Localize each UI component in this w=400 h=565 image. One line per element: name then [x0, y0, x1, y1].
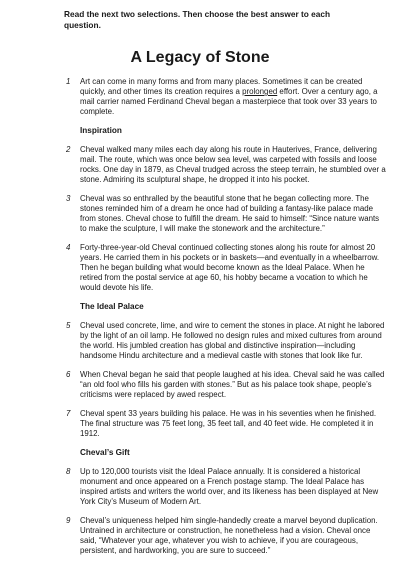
paragraph-text-after: effort. Over a century ago, a mail carrier named Ferdinand Cheval began a masterpiece that took over 33 years to complete. — [80, 87, 378, 116]
paragraph — [0, 194, 400, 234]
paragraph — [0, 77, 400, 117]
paragraph-number: 6 — [66, 370, 71, 379]
passage-body — [0, 77, 400, 565]
paragraph-text-before: Cheval was so enthralled by the beautiful stone that he began collecting more. The stones reminded him of a dream he once had of building a fantasy-like palace made from stones. Cheval chose to fulfill the dream. He said to himself: “Since nature wants to make the sculpture, I will make the stonework and the architecture.” — [80, 194, 380, 233]
paragraph-number: 4 — [66, 243, 71, 252]
paragraph-text-before: Cheval used concrete, lime, and wire to cement the stones in place. At night he labored by the light of an oil lamp. He followed no design rules and mixed cultures from around the world. His jumbled creation has global and distinctive inspiration—including handsome Hindu architecture and a medieval castle with stones that look like fur. — [80, 321, 385, 360]
passage-title: A Legacy of Stone — [130, 49, 270, 66]
paragraph-text — [80, 409, 386, 439]
paragraph-text — [80, 243, 386, 293]
paragraph-text — [80, 77, 386, 117]
paragraph — [0, 321, 400, 361]
paragraph-text-before: Cheval walked many miles each day along his route in Hauterives, France, delivering mail. The route, which was once below sea level, was carpeted with fossils and loose rocks. One day in 1879, as Cheval trudged across the steep terrain, he stumbled over a stone. Admiring its sculptural shape, he dropped it into his pocket. — [80, 145, 386, 184]
paragraph-number: 1 — [66, 77, 71, 86]
paragraph-text — [80, 467, 386, 507]
paragraph-text-before: Cheval’s uniqueness helped him single-handedly create a marvel beyond duplication. Untrained in architecture or construction, he nonetheless had a vision. Cheval once said, “Whatever your age, whatever you wish to achieve, if you are courageous, persistent, and hardworking, you are sure to succeed.” — [80, 516, 378, 555]
paragraph-text — [80, 194, 386, 234]
paragraph-number: 3 — [66, 194, 71, 203]
paragraph-text — [80, 321, 386, 361]
paragraph-text-before: When Cheval began he said that people laughed at his idea. Cheval said he was called “an old fool who fills his garden with stones.” But as his palace took shape, people’s criticisms were replaced by awed respect. — [80, 370, 385, 399]
paragraph-number: 2 — [66, 145, 71, 154]
paragraph-text — [80, 516, 386, 556]
paragraph — [0, 467, 400, 507]
instructions: Read the next two selections. Then choose the best answer to each question. — [64, 9, 331, 30]
underlined-vocabulary-word: prolonged — [242, 87, 278, 96]
paragraph-text — [80, 145, 386, 185]
section-heading: Cheval’s Gift — [80, 448, 130, 457]
paragraph-text — [80, 370, 386, 400]
paragraph — [0, 243, 400, 293]
paragraph-number: 9 — [66, 516, 71, 525]
paragraph-number: 8 — [66, 467, 71, 476]
paragraph — [0, 145, 400, 185]
section-heading: Inspiration — [80, 126, 122, 135]
paragraph-text-before: Forty-three-year-old Cheval continued collecting stones along his route for almost 20 years. He carried them in his pockets or in baskets—and eventually in a wheelbarrow. Then he began building what would become known as the Ideal Palace. When he retired from the postal service at age 60, his hobby became a vocation to which he would devote his life. — [80, 243, 380, 292]
paragraph-number: 7 — [66, 409, 71, 418]
paragraph — [0, 516, 400, 556]
paragraph-text-before: Up to 120,000 tourists visit the Ideal Palace annually. It is considered a historical monument and once appeared on a French postage stamp. The Ideal Palace has inspired artists and writers the world over, and its likeness has been displayed at New York City’s Museum of Modern Art. — [80, 467, 379, 506]
paragraph — [0, 409, 400, 439]
paragraph-number: 5 — [66, 321, 71, 330]
paragraph — [0, 370, 400, 400]
paragraph-text-before: Cheval spent 33 years building his palace. He was in his seventies when he finished. The final structure was 75 feet long, 35 feet tall, and 40 feet wide. He completed it in 1912. — [80, 409, 377, 438]
section-heading: The Ideal Palace — [80, 302, 144, 311]
paragraph-text-before: Art can come in many forms and from many places. Sometimes it can be created quickly, and other times its creation requires a — [80, 77, 363, 96]
